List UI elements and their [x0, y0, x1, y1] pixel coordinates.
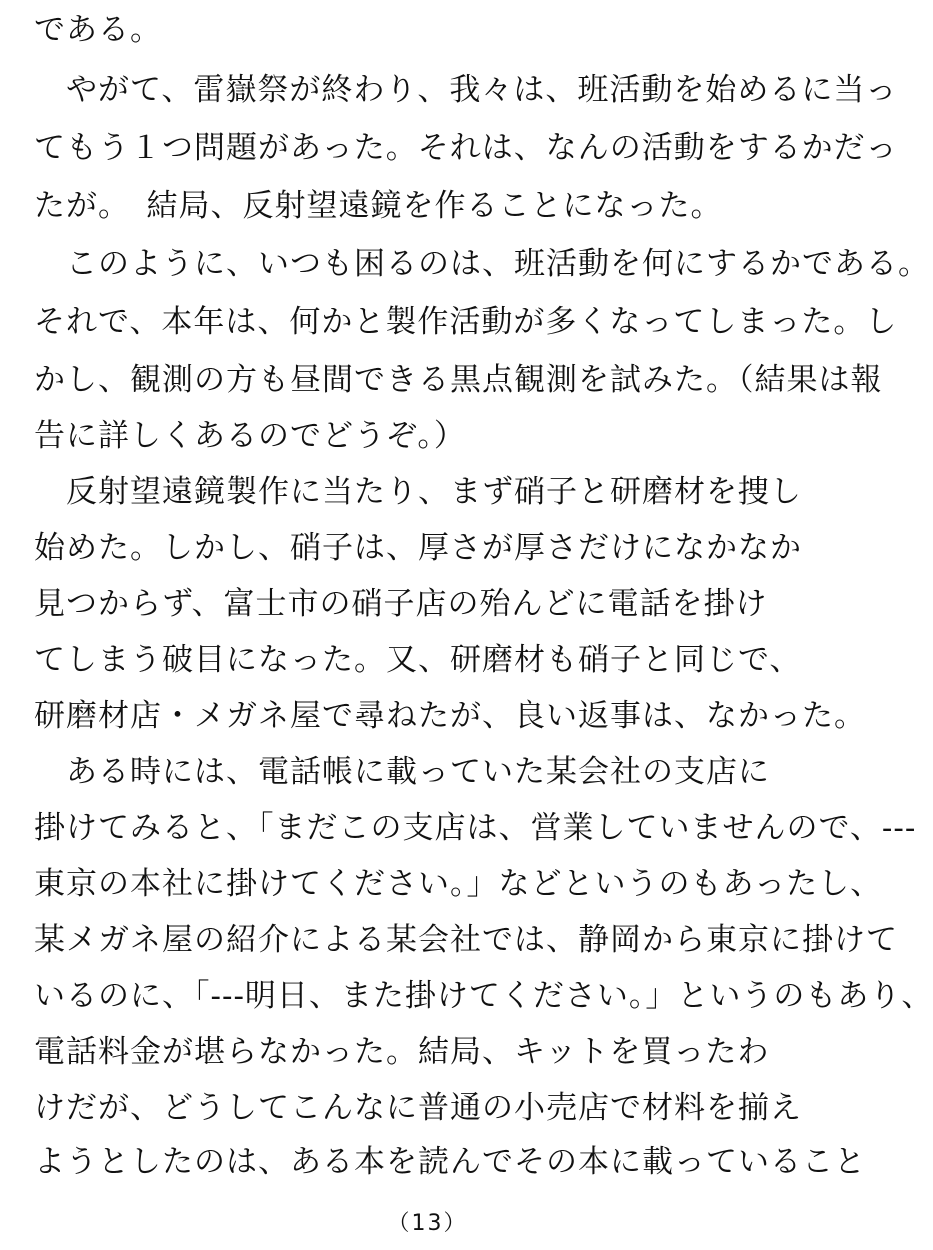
text-line: かし、観測の方も昼間できる黒点観測を試みた。（結果は報 — [34, 362, 883, 398]
text-line: 掛けてみると、「まだこの支店は、営業していませんので、‐‐‐ — [34, 810, 917, 846]
text-line: 始めた。しかし、硝子は、厚さが厚さだけになかなか — [34, 530, 802, 566]
text-line: てもう１つ問題があった。それは、なんの活動をするかだっ — [34, 130, 898, 166]
text-line: 反射望遠鏡製作に当たり、まず硝子と研磨材を捜し — [34, 474, 802, 510]
text-line: ある時には、電話帳に載っていた某会社の支店に — [34, 754, 770, 790]
text-line: 某メガネ屋の紹介による某会社では、静岡から東京に掛けて — [34, 922, 898, 958]
text-line: やがて、雷嶽祭が終わり、我々は、班活動を始めるに当っ — [34, 72, 898, 108]
text-line: たが。 結局、反射望遠鏡を作ることになった。 — [34, 188, 723, 224]
text-line: 告に詳しくあるのでどうぞ。） — [34, 418, 466, 454]
text-line: 見つからず、富士市の硝子店の殆んどに電話を掛け — [34, 586, 768, 622]
text-line: 東京の本社に掛けてください。」などというのもあったし、 — [34, 866, 883, 902]
text-line: 電話料金が堪らなかった。結局、キットを買ったわ — [34, 1034, 770, 1070]
text-line: それで、本年は、何かと製作活動が多くなってしまった。し — [34, 304, 898, 340]
text-line: ようとしたのは、ある本を読んでその本に載っていること — [34, 1144, 866, 1180]
page-number: （13） — [387, 1211, 468, 1236]
text-line: いるのに、「‐‐‐明日、また掛けてください。」というのもあり、 — [34, 978, 933, 1014]
text-line: けだが、どうしてこんなに普通の小売店で材料を揃え — [34, 1090, 802, 1126]
text-line: 研磨材店・メガネ屋で尋ねたが、良い返事は、なかった。 — [34, 698, 866, 734]
text-line: このように、いつも困るのは、班活動を何にするかである。 — [34, 246, 930, 282]
text-line: てしまう破目になった。又、研磨材も硝子と同じで、 — [34, 642, 802, 678]
text-line: である。 — [34, 12, 162, 48]
